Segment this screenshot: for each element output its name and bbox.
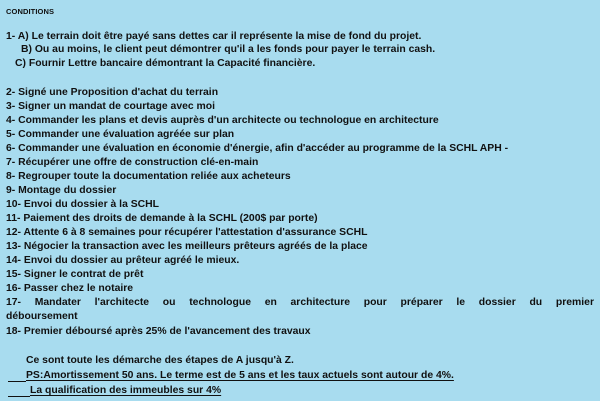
qualification-note: La qualification des immeubles sur 4% xyxy=(30,385,222,396)
page-title: CONDITIONS xyxy=(6,7,55,16)
qualification-underline-lead xyxy=(8,396,30,397)
step-16: 16- Passer chez le notaire xyxy=(6,283,134,294)
step-13: 13- Négocier la transaction avec les meilleurs prêteurs agréés de la place xyxy=(6,241,368,252)
step-4: 4- Commander les plans et devis auprès d'un architecte ou technologue en architecture xyxy=(6,115,439,126)
step-12: 12- Attente 6 à 8 semaines pour récupérer l'attestation d'assurance SCHL xyxy=(6,227,368,238)
step-3: 3- Signer un mandat de courtage avec moi xyxy=(6,101,216,112)
step-18: 18- Premier déboursé après 25% de l'avancement des travaux xyxy=(6,326,311,337)
step-2: 2- Signé une Proposition d'achat du terrain xyxy=(6,87,219,98)
step-7: 7- Récupérer une offre de construction clé-en-main xyxy=(6,157,259,168)
condition-a: 1- A) Le terrain doit être payé sans dettes car il représente la mise de fond du projet. xyxy=(6,31,422,42)
step-8: 8- Regrouper toute la documentation reliée aux acheteurs xyxy=(6,171,291,182)
step-17-line-2: déboursement xyxy=(6,311,78,322)
step-5: 5- Commander une évaluation agréée sur plan xyxy=(6,129,235,140)
ps-amortization-note: PS:Amortissement 50 ans. Le terme est de 5 ans et les taux actuels sont autour de 4%. xyxy=(26,370,454,381)
step-11: 11- Paiement des droits de demande à la SCHL (200$ par porte) xyxy=(6,213,318,224)
summary-text: Ce sont toute les démarche des étapes de A jusqu'à Z. xyxy=(26,355,294,366)
step-14: 14- Envoi du dossier au prêteur agréé le mieux. xyxy=(6,255,240,266)
condition-c: C) Fournir Lettre bancaire démontrant la Capacité financière. xyxy=(15,58,316,69)
step-17-line-1: 17- Mandater l'architecte ou technologue en architecture pour préparer le dossier du premier xyxy=(6,297,594,308)
step-6: 6- Commander une évaluation en économie d'énergie, afin d'accéder au programme de la SCHL APH - xyxy=(6,143,509,154)
condition-b: B) Ou au moins, le client peut démontrer qu'il a les fonds pour payer le terrain cash. xyxy=(21,44,436,55)
step-9: 9- Montage du dossier xyxy=(6,185,117,196)
step-10: 10- Envoi du dossier à la SCHL xyxy=(6,199,160,210)
ps-underline-lead xyxy=(8,381,26,382)
step-15: 15- Signer le contrat de prêt xyxy=(6,269,144,280)
